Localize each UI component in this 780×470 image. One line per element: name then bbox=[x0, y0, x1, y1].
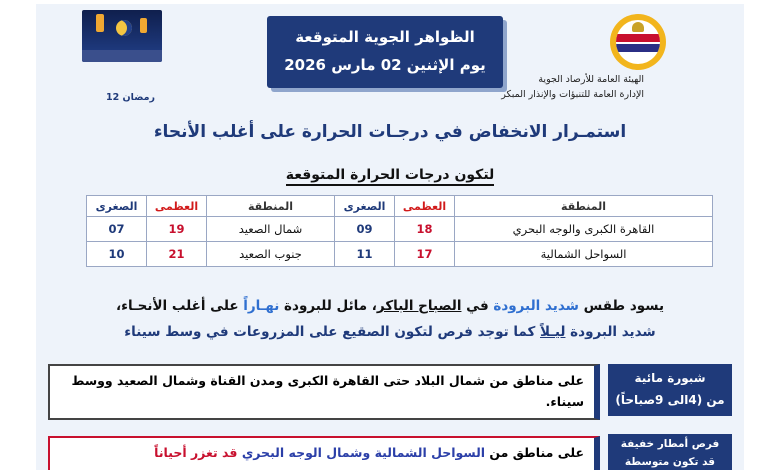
col-max: العظمى bbox=[395, 196, 455, 217]
meteorological-authority-logo bbox=[610, 14, 666, 70]
bulletin-title: الظواهر الجوية المتوقعة bbox=[295, 28, 475, 46]
fog-label: شبورة مائية من (4الى 9صباحاً) bbox=[608, 364, 732, 416]
max-temp: 18 bbox=[395, 217, 455, 242]
org-name: الهيئة العامة للأرصاد الجوية bbox=[538, 74, 644, 85]
weather-bulletin bbox=[36, 4, 744, 470]
title-box bbox=[267, 16, 503, 88]
headline: استمـرار الانخفاض في درجـات الحرارة على أغلب الأنحاء bbox=[153, 122, 627, 142]
region: القاهرة الكبرى والوجه البحري bbox=[455, 217, 713, 242]
col-region: المنطقة bbox=[455, 196, 713, 217]
org-department: الإدارة العامة للتنبؤات والإنذار المبكر bbox=[501, 89, 644, 100]
max-temp: 21 bbox=[147, 242, 207, 267]
fog-description: على مناطق من شمال البلاد حتى القاهرة الكبرى ومدن القناة وشمال الصعيد ووسط سيناء. bbox=[48, 364, 600, 420]
rain-label: فرص أمطار خفيفة قد تكون متوسطة bbox=[608, 434, 732, 470]
min-temp: 07 bbox=[87, 217, 147, 242]
region: شمال الصعيد bbox=[207, 217, 335, 242]
table-row bbox=[87, 217, 713, 242]
rain-description: على مناطق من السواحل الشمالية وشمال الوجه البحري قد تغزر أحياناً bbox=[48, 436, 600, 470]
summary-line-1: يسود طقس شديد البرودة في الصباح الباكر، مائل للبرودة نهـاراً على أغلب الأنحـاء، bbox=[115, 298, 665, 314]
col-min: الصغرى bbox=[87, 196, 147, 217]
max-temp: 17 bbox=[395, 242, 455, 267]
table-header-row bbox=[87, 196, 713, 217]
region: السواحل الشمالية bbox=[455, 242, 713, 267]
min-temp: 09 bbox=[335, 217, 395, 242]
col-region: المنطقة bbox=[207, 196, 335, 217]
max-temp: 19 bbox=[147, 217, 207, 242]
region: جنوب الصعيد bbox=[207, 242, 335, 267]
temps-title: لتكون درجات الحرارة المتوقعة bbox=[36, 167, 744, 183]
temperature-table bbox=[86, 195, 713, 267]
ramadan-lantern-image bbox=[82, 10, 162, 62]
col-max: العظمى bbox=[147, 196, 207, 217]
min-temp: 11 bbox=[335, 242, 395, 267]
bulletin-date: يوم الإثنين 02 مارس 2026 bbox=[284, 56, 486, 74]
summary-line-2: شديد البرودة ليـلاً كما توجد فرص لتكون الصقيع على المزروعات في وسط سيناء bbox=[124, 324, 656, 340]
hijri-date: 12 رمضان bbox=[106, 92, 155, 103]
min-temp: 10 bbox=[87, 242, 147, 267]
table-row bbox=[87, 242, 713, 267]
col-min: الصغرى bbox=[335, 196, 395, 217]
